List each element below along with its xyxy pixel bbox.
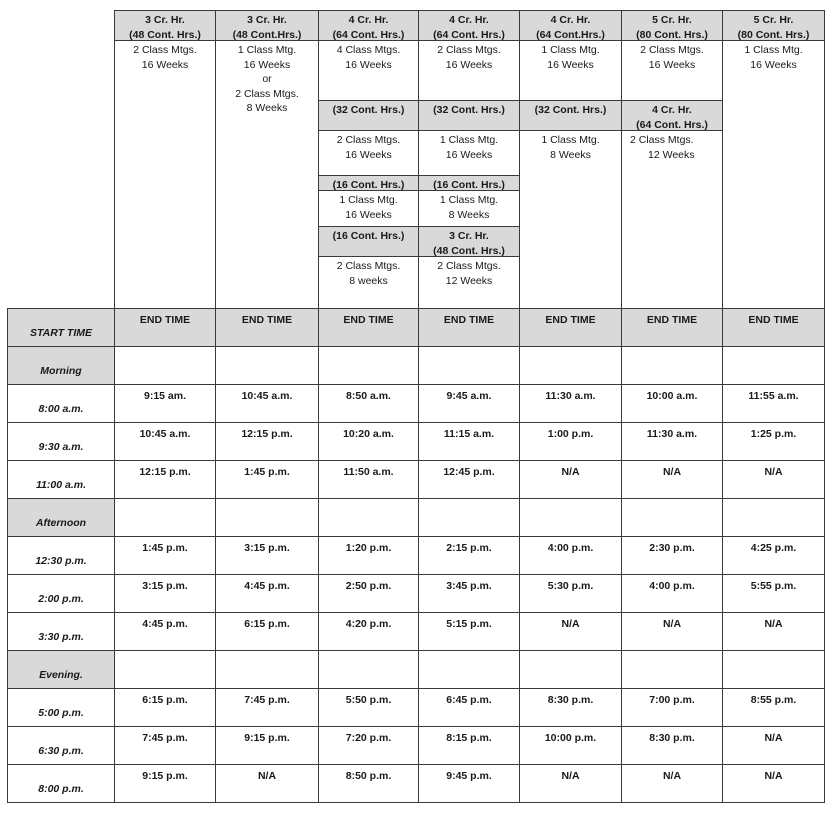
end-time-cell <box>418 460 520 499</box>
cell-text: (48 Cont. Hrs.) <box>129 28 201 41</box>
meeting-info <box>418 256 520 309</box>
end-time-cell <box>418 574 520 613</box>
cell-text: 9:15 p.m. <box>142 770 188 782</box>
meeting-info <box>318 190 419 227</box>
column-header-4 <box>418 10 520 41</box>
cell-text: 16 Weeks <box>445 148 493 161</box>
end-time-cell <box>318 764 419 803</box>
sub-header <box>318 226 419 257</box>
start-time: 12:30 p.m. <box>35 554 87 567</box>
cell-text: N/A <box>662 618 682 630</box>
cell-text: 4 Cr. Hr. <box>348 14 389 26</box>
cell-text: N/A <box>561 618 580 630</box>
cell-text: 11:30 a.m. <box>646 428 698 440</box>
end-time-cell <box>621 574 723 613</box>
cell-text: 5 Cr. Hr. <box>652 14 692 26</box>
cell-text: 12:15 p.m. <box>241 428 293 440</box>
cell-text: 16 Weeks <box>445 58 493 71</box>
cell-text: 2 Class Mtgs. <box>640 44 704 56</box>
column-header-6 <box>621 10 723 41</box>
cell-text: 2 Class Mtgs. <box>336 134 401 146</box>
end-time-cell <box>519 764 622 803</box>
end-time-cell <box>215 688 319 727</box>
end-time-header <box>215 308 319 347</box>
end-time-cell <box>519 384 622 423</box>
cell-text: N/A <box>662 770 682 782</box>
end-time-cell <box>519 574 622 613</box>
end-time-cell <box>418 764 520 803</box>
start-time: 8:00 p.m. <box>38 782 84 795</box>
cell-text: N/A <box>561 466 580 478</box>
cell-text: END TIME <box>748 314 799 326</box>
cell-text: 16 Weeks <box>243 58 291 71</box>
cell-text: 10:20 a.m. <box>343 428 394 440</box>
cell-text: N/A <box>662 466 682 478</box>
cell-text: 12:15 p.m. <box>139 466 191 478</box>
sub-header <box>418 226 520 257</box>
end-time-cell <box>215 422 319 461</box>
end-time-cell <box>418 612 520 651</box>
cell-text: 2:15 p.m. <box>446 542 492 554</box>
cell-text: 2 Class Mtgs. <box>437 260 501 272</box>
end-time-cell <box>722 422 825 461</box>
start-time: 9:30 a.m. <box>38 440 84 453</box>
cell-text: (80 Cont. Hrs.) <box>737 28 810 41</box>
end-time-cell <box>418 536 520 575</box>
cell-text: 6:45 p.m. <box>446 694 492 706</box>
cell-text: 1 Class Mtg. <box>439 194 499 206</box>
empty-cell <box>114 498 216 537</box>
cell-text: 3 Cr. Hr. <box>247 14 287 26</box>
cell-text: (64 Cont. Hrs.) <box>636 118 708 131</box>
end-time-cell <box>722 460 825 499</box>
end-time-header <box>722 308 825 347</box>
cell-text: 16 Weeks <box>345 58 392 71</box>
sub-header <box>318 175 419 191</box>
empty-cell <box>722 346 825 385</box>
cell-text: 2 Class Mtgs. <box>630 134 694 146</box>
cell-text: (32 Cont. Hrs.) <box>332 104 405 116</box>
end-time-cell <box>621 422 723 461</box>
end-time-cell <box>215 384 319 423</box>
end-time-header <box>318 308 419 347</box>
cell-text: 1:25 p.m. <box>750 428 797 440</box>
cell-text: 8:50 a.m. <box>346 390 391 402</box>
end-time-cell <box>318 422 419 461</box>
cell-text: 1 Class Mtg. <box>439 134 499 146</box>
cell-text: 16 Weeks <box>345 148 392 161</box>
cell-text: 8:50 p.m. <box>345 770 392 782</box>
end-time-cell <box>318 460 419 499</box>
end-time-cell <box>722 536 825 575</box>
cell-text: 7:45 p.m. <box>244 694 290 706</box>
end-time-cell <box>722 612 825 651</box>
start-time: 11:00 a.m. <box>35 478 86 491</box>
empty-cell <box>114 650 216 689</box>
sub-header <box>519 100 622 131</box>
end-time-cell <box>114 574 216 613</box>
start-time: 5:00 p.m. <box>38 706 84 719</box>
cell-text: 3 Cr. Hr. <box>449 230 489 242</box>
start-time-header <box>7 308 115 347</box>
cell-text: (64 Cont. Hrs.) <box>433 28 505 41</box>
cell-text: 10:45 a.m. <box>241 390 293 402</box>
end-time-header <box>621 308 723 347</box>
cell-text: (48 Cont. Hrs.) <box>433 244 505 257</box>
meeting-info <box>318 40 419 101</box>
cell-text: N/A <box>764 732 783 744</box>
start-time: 8:00 a.m. <box>38 402 84 415</box>
cell-text: 16 Weeks <box>750 58 797 71</box>
cell-text: 5:50 p.m. <box>345 694 392 706</box>
end-time-cell <box>318 536 419 575</box>
cell-text: 5:30 p.m. <box>547 580 594 592</box>
meeting-info <box>722 40 825 309</box>
cell-text: 9:15 p.m. <box>244 732 290 744</box>
cell-text: 9:45 p.m. <box>446 770 492 782</box>
start-time-cell <box>7 574 115 613</box>
start-time-cell <box>7 460 115 499</box>
empty-cell <box>418 650 520 689</box>
cell-text: 12:45 p.m. <box>443 466 495 478</box>
cell-text: 12 Weeks <box>445 274 493 287</box>
column-header-2 <box>215 10 319 41</box>
end-time-cell <box>722 764 825 803</box>
cell-text: 4:00 p.m. <box>547 542 594 554</box>
end-time-cell <box>215 574 319 613</box>
empty-cell <box>418 346 520 385</box>
end-time-cell <box>519 422 622 461</box>
sub-header <box>418 100 520 131</box>
cell-text: 8 weeks <box>349 274 388 287</box>
section-name: Morning <box>40 364 82 377</box>
start-time: 6:30 p.m. <box>38 744 84 757</box>
end-time-cell <box>215 460 319 499</box>
meeting-info <box>519 40 622 101</box>
cell-text: 1:00 p.m. <box>547 428 594 440</box>
cell-text: 4:00 p.m. <box>649 580 695 592</box>
meeting-info <box>418 130 520 176</box>
empty-cell <box>114 346 216 385</box>
end-time-cell <box>114 536 216 575</box>
end-time-cell <box>519 726 622 765</box>
start-time-label: START TIME <box>29 326 93 339</box>
end-time-cell <box>114 688 216 727</box>
end-time-header <box>114 308 216 347</box>
cell-text: 4:20 p.m. <box>345 618 392 630</box>
end-time-cell <box>418 422 520 461</box>
column-header-5 <box>519 10 622 41</box>
cell-text: 2 Class Mtgs. <box>133 44 197 56</box>
cell-text: (80 Cont. Hrs.) <box>636 28 708 41</box>
cell-text: 9:45 a.m. <box>446 390 492 402</box>
cell-text: END TIME <box>646 314 698 326</box>
end-time-cell <box>114 612 216 651</box>
end-time-cell <box>418 384 520 423</box>
cell-text: N/A <box>764 466 783 478</box>
cell-text: 10:45 a.m. <box>139 428 191 440</box>
cell-text: 11:15 a.m. <box>443 428 495 440</box>
empty-cell <box>418 498 520 537</box>
cell-text: 4 Cr. Hr. <box>449 14 489 26</box>
cell-text: 1:45 p.m. <box>244 466 290 478</box>
cell-text: 7:20 p.m. <box>345 732 392 744</box>
cell-text: 4:25 p.m. <box>750 542 797 554</box>
end-time-header <box>418 308 520 347</box>
cell-text: 2 Class Mtgs. <box>235 87 299 100</box>
cell-text: 8 Weeks <box>246 102 288 114</box>
cell-text: 6:15 p.m. <box>244 618 290 630</box>
empty-cell <box>519 650 622 689</box>
cell-text: or <box>262 73 272 85</box>
cell-text: 16 Weeks <box>547 58 594 71</box>
end-time-cell <box>621 764 723 803</box>
end-time-cell <box>114 422 216 461</box>
cell-text: 2 Class Mtgs. <box>336 260 401 272</box>
cell-text: (32 Cont. Hrs.) <box>433 104 505 116</box>
cell-text: 5:15 p.m. <box>446 618 492 630</box>
end-time-cell <box>418 726 520 765</box>
cell-text: N/A <box>257 770 277 782</box>
meeting-info <box>215 40 319 309</box>
cell-text: (48 Cont.Hrs.) <box>232 28 302 41</box>
sub-header <box>318 100 419 131</box>
cell-text: 2 Class Mtgs. <box>437 44 501 56</box>
cell-text: 8 Weeks <box>448 208 490 221</box>
cell-text: N/A <box>764 770 783 782</box>
cell-text: END TIME <box>139 314 191 326</box>
sub-header <box>418 175 520 191</box>
start-time-cell <box>7 764 115 803</box>
end-time-cell <box>621 726 723 765</box>
end-time-cell <box>215 612 319 651</box>
meeting-info <box>621 40 723 101</box>
end-time-cell <box>114 764 216 803</box>
cell-text: 10:00 p.m. <box>544 732 597 744</box>
empty-cell <box>621 650 723 689</box>
cell-text: 16 Weeks <box>345 208 392 221</box>
end-time-cell <box>621 460 723 499</box>
cell-text: 9:15 am. <box>143 390 187 402</box>
cell-text: 5:55 p.m. <box>750 580 797 592</box>
cell-text: 12 Weeks <box>648 148 695 161</box>
end-time-cell <box>519 612 622 651</box>
cell-text: 1 Class Mtg. <box>744 44 803 56</box>
end-time-cell <box>114 384 216 423</box>
meeting-info <box>418 190 520 227</box>
start-time: 3:30 p.m. <box>38 630 84 643</box>
start-time-cell <box>7 612 115 651</box>
end-time-cell <box>621 536 723 575</box>
end-time-cell <box>722 726 825 765</box>
cell-text: END TIME <box>443 314 495 326</box>
end-time-cell <box>114 460 216 499</box>
cell-text: 1 Class Mtg. <box>237 44 297 56</box>
empty-cell <box>621 498 723 537</box>
sub-header <box>621 100 723 131</box>
end-time-cell <box>621 612 723 651</box>
end-time-cell <box>215 726 319 765</box>
cell-text: (64 Cont. Hrs.) <box>332 28 405 41</box>
end-time-cell <box>519 688 622 727</box>
section-name: Evening. <box>39 668 83 681</box>
section-label <box>7 346 115 385</box>
cell-text: 1:20 p.m. <box>345 542 392 554</box>
cell-text: 2:30 p.m. <box>649 542 695 554</box>
meeting-info <box>621 130 723 309</box>
empty-cell <box>722 650 825 689</box>
empty-cell <box>215 650 319 689</box>
cell-text: 4 Cr. Hr. <box>550 14 591 26</box>
end-time-cell <box>215 536 319 575</box>
start-time-cell <box>7 422 115 461</box>
cell-text: 3:45 p.m. <box>446 580 492 592</box>
meeting-info <box>418 40 520 101</box>
cell-text: 5 Cr. Hr. <box>753 14 794 26</box>
end-time-cell <box>519 536 622 575</box>
empty-cell <box>519 346 622 385</box>
cell-text: 11:30 a.m. <box>545 390 596 402</box>
cell-text: 4:45 p.m. <box>244 580 290 592</box>
cell-text: (16 Cont. Hrs.) <box>332 179 405 191</box>
end-time-cell <box>215 764 319 803</box>
empty-cell <box>621 346 723 385</box>
cell-text: 4:45 p.m. <box>142 618 188 630</box>
cell-text: 16 Weeks <box>648 58 696 71</box>
column-header-3 <box>318 10 419 41</box>
cell-text: 8:55 p.m. <box>750 694 797 706</box>
cell-text: 11:50 a.m. <box>343 466 394 478</box>
meeting-info <box>318 130 419 176</box>
section-label <box>7 498 115 537</box>
end-time-cell <box>722 574 825 613</box>
cell-text: 3 Cr. Hr. <box>145 14 185 26</box>
cell-text: END TIME <box>545 314 596 326</box>
cell-text: 2:50 p.m. <box>345 580 392 592</box>
section-label <box>7 650 115 689</box>
cell-text: END TIME <box>343 314 394 326</box>
start-time-cell <box>7 726 115 765</box>
start-time-cell <box>7 688 115 727</box>
empty-cell <box>215 498 319 537</box>
cell-text: 4 Class Mtgs. <box>336 44 401 56</box>
cell-text: 4 Cr. Hr. <box>652 104 692 116</box>
cell-text: 1 Class Mtg. <box>541 134 600 146</box>
empty-cell <box>519 498 622 537</box>
column-header-1 <box>114 10 216 41</box>
empty-cell <box>318 346 419 385</box>
cell-text: N/A <box>764 618 783 630</box>
cell-text: (16 Cont. Hrs.) <box>433 179 505 191</box>
cell-text: 16 Weeks <box>141 58 189 71</box>
end-time-cell <box>114 726 216 765</box>
empty-cell <box>215 346 319 385</box>
cell-text: (64 Cont.Hrs.) <box>536 28 605 41</box>
meeting-info <box>519 130 622 309</box>
end-time-cell <box>318 574 419 613</box>
cell-text: (16 Cont. Hrs.) <box>332 230 405 242</box>
end-time-cell <box>318 726 419 765</box>
end-time-cell <box>318 688 419 727</box>
cell-text: N/A <box>561 770 580 782</box>
cell-text: 10:00 a.m. <box>646 390 698 402</box>
end-time-cell <box>318 612 419 651</box>
cell-text: 1 Class Mtg. <box>541 44 600 56</box>
cell-text: END TIME <box>241 314 293 326</box>
end-time-cell <box>621 688 723 727</box>
cell-text: 8:30 p.m. <box>649 732 695 744</box>
cell-text: 8 Weeks <box>550 148 591 161</box>
end-time-cell <box>722 384 825 423</box>
cell-text: 7:00 p.m. <box>649 694 695 706</box>
end-time-cell <box>722 688 825 727</box>
meeting-info <box>318 256 419 309</box>
cell-text: 1:45 p.m. <box>142 542 188 554</box>
section-name: Afternoon <box>35 516 87 529</box>
start-time-cell <box>7 536 115 575</box>
end-time-header <box>519 308 622 347</box>
cell-text: 3:15 p.m. <box>142 580 188 592</box>
empty-cell <box>722 498 825 537</box>
cell-text: 8:30 p.m. <box>547 694 594 706</box>
end-time-cell <box>318 384 419 423</box>
column-header-7 <box>722 10 825 41</box>
cell-text: 11:55 a.m. <box>748 390 799 402</box>
cell-text: 3:15 p.m. <box>244 542 290 554</box>
end-time-cell <box>519 460 622 499</box>
cell-text: 8:15 p.m. <box>446 732 492 744</box>
cell-text: 1 Class Mtg. <box>339 194 398 206</box>
start-time-cell <box>7 384 115 423</box>
empty-cell <box>318 650 419 689</box>
end-time-cell <box>621 384 723 423</box>
meeting-info <box>114 40 216 309</box>
empty-cell <box>318 498 419 537</box>
start-time: 2:00 p.m. <box>38 592 84 605</box>
cell-text: 6:15 p.m. <box>142 694 188 706</box>
end-time-cell <box>418 688 520 727</box>
cell-text: (32 Cont. Hrs.) <box>534 104 607 116</box>
cell-text: 7:45 p.m. <box>142 732 188 744</box>
